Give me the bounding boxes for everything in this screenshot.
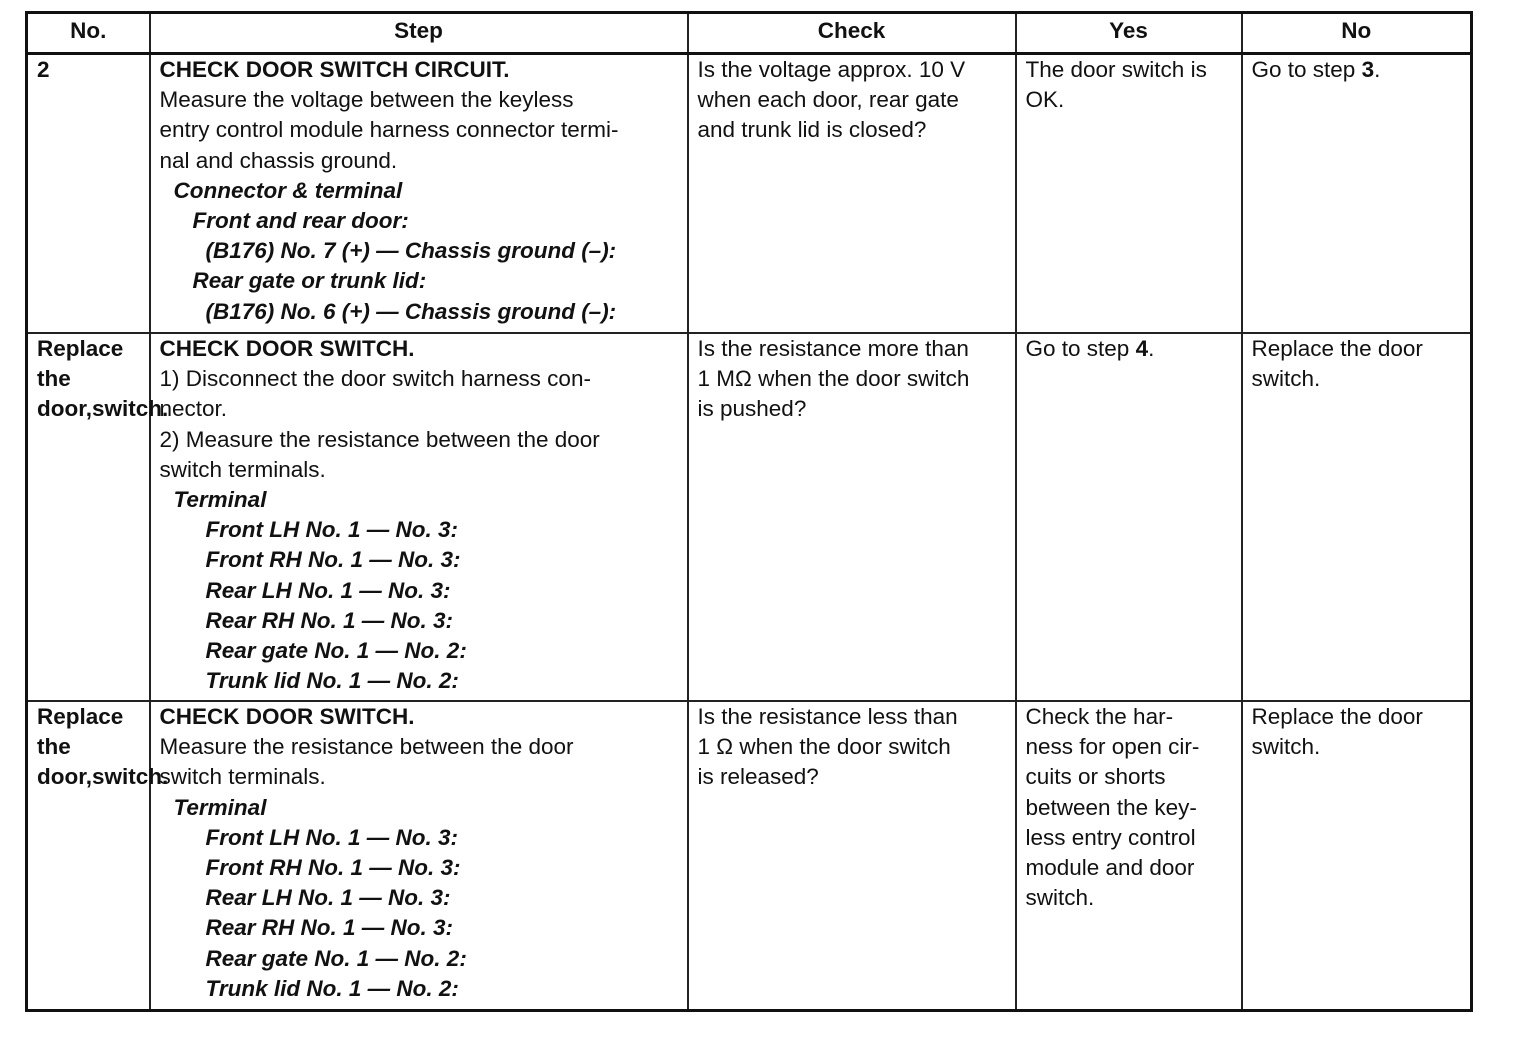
step-text: Measure the voltage between the keyless xyxy=(159,87,574,113)
spec-line: Rear RH No. 1 — No. 3: xyxy=(205,915,454,941)
header-step: Step xyxy=(150,13,688,54)
step-number: 2 xyxy=(27,54,150,334)
step-title: CHECK DOOR SWITCH. xyxy=(159,336,415,361)
spec-line: Rear gate or trunk lid: xyxy=(192,268,427,294)
step-cell xyxy=(150,54,688,334)
spec-heading: Connector & terminal xyxy=(173,177,403,203)
check-text: and trunk lid is closed? xyxy=(697,117,927,143)
step-number: Replace the door,switch. xyxy=(27,701,150,1011)
yes-text-suffix: . xyxy=(1148,336,1155,361)
step-text: switch terminals. xyxy=(159,456,326,482)
spec-line: Rear LH No. 1 — No. 3: xyxy=(205,577,451,603)
no-text-suffix: . xyxy=(1374,57,1381,82)
header-check: Check xyxy=(688,13,1016,54)
no-text: Replace the door xyxy=(1251,336,1423,361)
spec-heading: Terminal xyxy=(173,794,267,820)
step-title: CHECK DOOR SWITCH CIRCUIT. xyxy=(159,57,510,82)
yes-text: cuits or shorts xyxy=(1025,764,1166,790)
goto-step-number: 3 xyxy=(1361,57,1375,82)
spec-line: (B176) No. 7 (+) — Chassis ground (–): xyxy=(205,238,617,264)
no-text-prefix: Go to step xyxy=(1251,57,1362,82)
check-text: Is the resistance more than xyxy=(697,336,969,361)
yes-text: The door switch is xyxy=(1025,57,1207,82)
yes-text-prefix: Go to step xyxy=(1025,336,1136,361)
header-no-result: No xyxy=(1242,13,1472,54)
check-text: is released? xyxy=(697,764,819,790)
spec-line: Front and rear door: xyxy=(192,208,409,234)
table-row xyxy=(27,701,1472,1011)
header-no: No. xyxy=(27,13,150,54)
spec-line: Rear LH No. 1 — No. 3: xyxy=(205,885,451,911)
step-text: nal and chassis ground. xyxy=(159,147,398,173)
spec-line: (B176) No. 6 (+) — Chassis ground (–): xyxy=(205,298,617,324)
no-cell xyxy=(1242,701,1472,1011)
yes-text: Check the har- xyxy=(1025,704,1174,729)
step-text: Measure the resistance between the door xyxy=(159,734,574,760)
check-text: Is the voltage approx. 10 V xyxy=(697,57,966,82)
spec-line: Rear gate No. 1 — No. 2: xyxy=(205,638,467,664)
check-cell xyxy=(688,333,1016,701)
check-text: 1 MΩ when the door switch xyxy=(697,366,970,392)
yes-cell xyxy=(1016,54,1242,334)
diagnosis-table xyxy=(25,11,1473,1012)
yes-text: switch. xyxy=(1025,885,1095,911)
spec-line: Trunk lid No. 1 — No. 2: xyxy=(205,975,459,1001)
check-text: is pushed? xyxy=(697,396,807,422)
no-text: Replace the door xyxy=(1251,704,1423,729)
no-text xyxy=(1252,55,1462,85)
check-text: Is the resistance less than xyxy=(697,704,958,729)
header-row xyxy=(27,13,1472,54)
check-cell xyxy=(688,54,1016,334)
no-text: switch. xyxy=(1251,366,1321,392)
step-text: entry control module harness connector termi- xyxy=(159,117,619,143)
goto-step-number: 4 xyxy=(1135,336,1149,361)
spec-line: Rear gate No. 1 — No. 2: xyxy=(205,945,467,971)
no-cell xyxy=(1242,333,1472,701)
spec-line: Front LH No. 1 — No. 3: xyxy=(205,824,458,850)
yes-cell xyxy=(1016,333,1242,701)
table-row xyxy=(27,333,1472,701)
yes-text: OK. xyxy=(1025,87,1065,113)
step-text: 2) Measure the resistance between the door xyxy=(159,426,600,452)
spec-line: Front RH No. 1 — No. 3: xyxy=(205,855,461,881)
spec-heading: Terminal xyxy=(173,487,267,513)
step-text: 1) Disconnect the door switch harness con- xyxy=(159,366,591,392)
check-cell xyxy=(688,701,1016,1011)
yes-text: ness for open cir- xyxy=(1025,734,1200,760)
spec-line: Front LH No. 1 — No. 3: xyxy=(205,517,458,543)
step-cell xyxy=(150,333,688,701)
header-yes: Yes xyxy=(1016,13,1242,54)
yes-text: less entry control xyxy=(1025,824,1196,850)
step-text: switch terminals. xyxy=(159,764,326,790)
yes-cell xyxy=(1016,701,1242,1011)
spec-line: Rear RH No. 1 — No. 3: xyxy=(205,607,454,633)
step-text: nector. xyxy=(159,396,228,422)
no-text: switch. xyxy=(1251,734,1321,760)
yes-text xyxy=(1026,334,1232,364)
spec-line: Front RH No. 1 — No. 3: xyxy=(205,547,461,573)
step-number: Replace the door,switch. xyxy=(27,333,150,701)
check-text: when each door, rear gate xyxy=(697,87,959,113)
check-text: 1 Ω when the door switch xyxy=(697,734,951,760)
spec-line: Trunk lid No. 1 — No. 2: xyxy=(205,668,459,694)
step-cell xyxy=(150,701,688,1011)
table-row xyxy=(27,54,1472,334)
no-cell xyxy=(1242,54,1472,334)
yes-text: module and door xyxy=(1025,855,1195,881)
yes-text: between the key- xyxy=(1025,794,1197,820)
step-title: CHECK DOOR SWITCH. xyxy=(159,704,415,729)
